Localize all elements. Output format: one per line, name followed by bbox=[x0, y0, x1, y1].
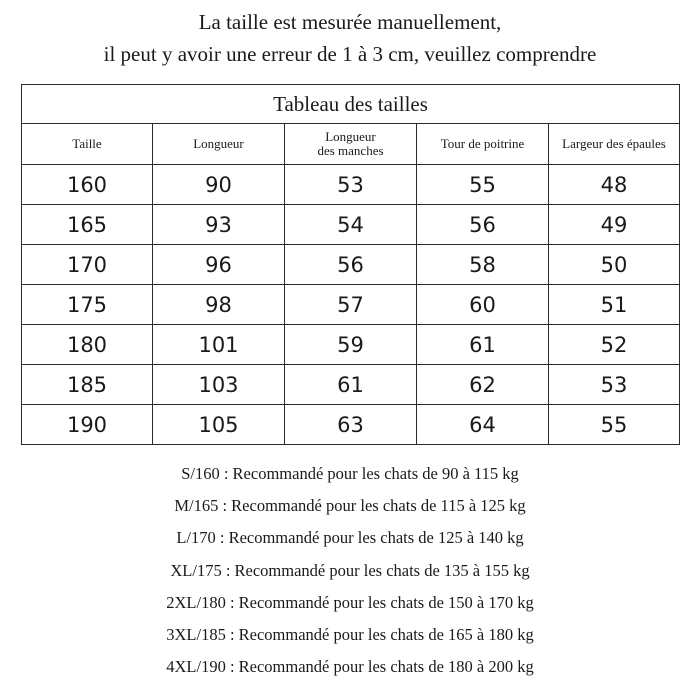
recommendation-item: L/170 : Recommandé pour les chats de 125 à 140 kg bbox=[176, 528, 524, 548]
cell-largeur-des-epaules: 51 bbox=[549, 285, 680, 325]
recommendation-item: 3XL/185 : Recommandé pour les chats de 165 à 180 kg bbox=[166, 624, 534, 644]
cell-longueur-des-manches: 56 bbox=[285, 245, 417, 285]
cell-taille: 175 bbox=[22, 285, 153, 325]
table-row bbox=[22, 325, 680, 365]
cell-longueur: 101 bbox=[153, 325, 285, 365]
table-header-row bbox=[22, 124, 680, 165]
cell-tour-de-poitrine: 61 bbox=[417, 325, 549, 365]
table-body bbox=[22, 165, 680, 445]
cell-taille: 180 bbox=[22, 325, 153, 365]
size-chart-table bbox=[21, 84, 680, 445]
cell-largeur-des-epaules: 49 bbox=[549, 205, 680, 245]
cell-largeur-des-epaules: 52 bbox=[549, 325, 680, 365]
header-tour-de-poitrine: Tour de poitrine bbox=[417, 124, 549, 165]
measurement-notice-line-2: il peut y avoir une erreur de 1 à 3 cm, veuillez comprendre bbox=[103, 42, 597, 66]
cell-tour-de-poitrine: 55 bbox=[417, 165, 549, 205]
table-row bbox=[22, 245, 680, 285]
recommendation-item: S/160 : Recommandé pour les chats de 90 à 115 kg bbox=[181, 464, 519, 483]
measurement-notice-line-1: La taille est mesurée manuellement, bbox=[198, 10, 502, 34]
cell-longueur: 96 bbox=[153, 245, 285, 285]
cell-tour-de-poitrine: 56 bbox=[417, 205, 549, 245]
cell-longueur-des-manches: 63 bbox=[285, 405, 417, 445]
recommendation-item: 2XL/180 : Recommandé pour les chats de 150 à 170 kg bbox=[166, 592, 534, 612]
cell-largeur-des-epaules: 50 bbox=[549, 245, 680, 285]
cell-longueur-des-manches: 61 bbox=[285, 365, 417, 405]
table-title: Tableau des tailles bbox=[22, 85, 680, 124]
table-row bbox=[22, 365, 680, 405]
recommendation-item: 4XL/190 : Recommandé pour les chats de 180 à 200 kg bbox=[166, 657, 534, 677]
header-taille: Taille bbox=[22, 124, 153, 165]
recommendation-item: XL/175 : Recommandé pour les chats de 135 à 155 kg bbox=[170, 560, 530, 580]
table-row bbox=[22, 165, 680, 205]
cell-taille: 170 bbox=[22, 245, 153, 285]
cell-largeur-des-epaules: 53 bbox=[549, 365, 680, 405]
cell-longueur-des-manches: 59 bbox=[285, 325, 417, 365]
cell-longueur: 98 bbox=[153, 285, 285, 325]
cell-taille: 185 bbox=[22, 365, 153, 405]
cell-tour-de-poitrine: 62 bbox=[417, 365, 549, 405]
cell-tour-de-poitrine: 58 bbox=[417, 245, 549, 285]
table-title-row bbox=[22, 85, 680, 124]
recommendation-item: M/165 : Recommandé pour les chats de 115 à 125 kg bbox=[174, 496, 526, 516]
cell-longueur: 105 bbox=[153, 405, 285, 445]
cell-longueur: 90 bbox=[153, 165, 285, 205]
header-longueur: Longueur bbox=[153, 124, 285, 165]
table-row bbox=[22, 405, 680, 445]
cell-tour-de-poitrine: 64 bbox=[417, 405, 549, 445]
cell-longueur-des-manches: 54 bbox=[285, 205, 417, 245]
header-longueur-des-manches: Longueur des manches bbox=[285, 124, 417, 165]
cell-longueur-des-manches: 53 bbox=[285, 165, 417, 205]
cell-longueur: 103 bbox=[153, 365, 285, 405]
cell-taille: 190 bbox=[22, 405, 153, 445]
cell-largeur-des-epaules: 48 bbox=[549, 165, 680, 205]
cell-taille: 165 bbox=[22, 205, 153, 245]
cell-taille: 160 bbox=[22, 165, 153, 205]
cell-longueur-des-manches: 57 bbox=[285, 285, 417, 325]
cell-largeur-des-epaules: 55 bbox=[549, 405, 680, 445]
cell-longueur: 93 bbox=[153, 205, 285, 245]
size-recommendation-list bbox=[0, 460, 700, 685]
header-largeur-des-epaules: Largeur des épaules bbox=[549, 124, 680, 165]
cell-tour-de-poitrine: 60 bbox=[417, 285, 549, 325]
table-row bbox=[22, 285, 680, 325]
table-row bbox=[22, 205, 680, 245]
